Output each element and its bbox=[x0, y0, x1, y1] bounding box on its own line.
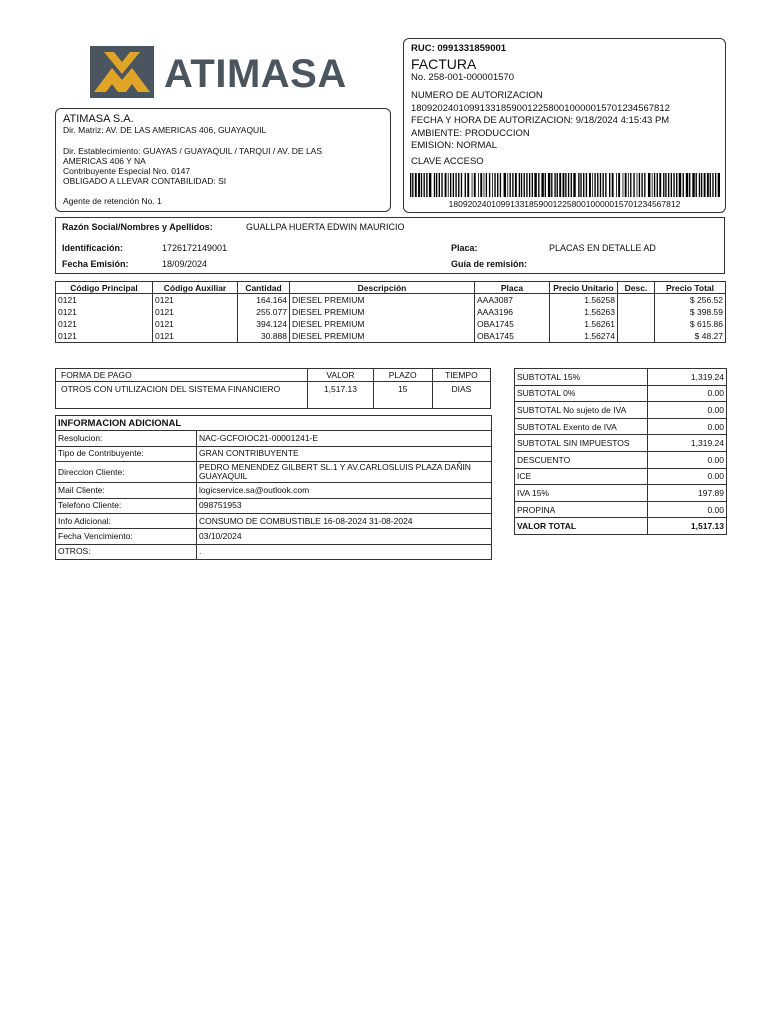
emitter-agente: Agente de retención No. 1 bbox=[63, 196, 162, 206]
auth-datetime: FECHA Y HORA DE AUTORIZACION: 9/18/2024 4:15:43 PM bbox=[411, 115, 670, 126]
auth-number: 1809202401099133185900122580010000015701234567812 bbox=[411, 102, 670, 114]
client-info-box bbox=[55, 217, 725, 274]
col-cantidad: Cantidad bbox=[238, 282, 290, 294]
cell-codigo-auxiliar: 0121 bbox=[153, 294, 238, 307]
cell-descripcion: DIESEL PREMIUM bbox=[290, 330, 475, 343]
cell-codigo-principal: 0121 bbox=[56, 318, 153, 330]
barcode-number: 1809202401099133185900122580010000015701234567812 bbox=[448, 199, 681, 209]
invoice-number: No. 258-001-000001570 bbox=[411, 71, 515, 83]
payment-header-row bbox=[56, 369, 491, 382]
total-row-no-sujeto bbox=[515, 402, 727, 419]
payment-valor: 1,517.13 bbox=[308, 382, 373, 409]
cell-desc bbox=[618, 330, 655, 343]
cell-precio-total: $ 615.86 bbox=[655, 318, 726, 330]
auth-label: NUMERO DE AUTORIZACION bbox=[411, 90, 543, 101]
atimasa-logo-icon bbox=[90, 46, 154, 98]
total-row-sin-impuestos bbox=[515, 435, 727, 452]
cell-descripcion: DIESEL PREMIUM bbox=[290, 306, 475, 318]
cell-placa: OBA1745 bbox=[475, 330, 550, 343]
payment-tiempo: DIAS bbox=[432, 382, 490, 409]
info-label: Info Adicional: bbox=[56, 513, 197, 528]
payment-col-valor: VALOR bbox=[308, 369, 373, 382]
info-label: Fecha Vencimiento: bbox=[56, 529, 197, 544]
fecha-value: 18/09/2024 bbox=[162, 259, 208, 269]
total-row-exento bbox=[515, 418, 727, 435]
cell-codigo-principal: 0121 bbox=[56, 294, 153, 307]
totals-table bbox=[514, 368, 726, 535]
clave-label: CLAVE ACCESO bbox=[411, 155, 484, 167]
cell-desc bbox=[618, 318, 655, 330]
logo-wordmark: ATIMASA bbox=[164, 52, 347, 96]
total-label: DESCUENTO bbox=[515, 451, 648, 468]
info-value: . bbox=[197, 544, 492, 559]
cell-placa: AAA3196 bbox=[475, 306, 550, 318]
info-value: logicservice.sa@outlook.com bbox=[197, 483, 492, 498]
info-row bbox=[56, 483, 492, 498]
total-row-propina bbox=[515, 501, 727, 518]
col-codigo-auxiliar: Código Auxiliar bbox=[153, 282, 238, 294]
emitter-contribuyente: Contribuyente Especial Nro. 0147 bbox=[63, 166, 191, 176]
total-value: 0.00 bbox=[648, 501, 727, 518]
cell-codigo-auxiliar: 0121 bbox=[153, 318, 238, 330]
barcode-icon bbox=[410, 173, 720, 197]
cell-precio-unitario: 1.56261 bbox=[550, 318, 618, 330]
cell-desc bbox=[618, 306, 655, 318]
total-label: SUBTOTAL 0% bbox=[515, 385, 648, 402]
info-row bbox=[56, 431, 492, 446]
emitter-name: ATIMASA S.A. bbox=[63, 113, 134, 125]
cell-cantidad: 30.888 bbox=[238, 330, 290, 343]
additional-info-title: INFORMACION ADICIONAL bbox=[56, 416, 492, 431]
table-row bbox=[56, 318, 726, 330]
emitter-dir-estab-2: AMERICAS 406 Y NA bbox=[63, 156, 146, 166]
cell-precio-total: $ 256.52 bbox=[655, 294, 726, 307]
cell-precio-total: $ 48.27 bbox=[655, 330, 726, 343]
additional-info-header bbox=[56, 416, 492, 431]
info-row bbox=[56, 544, 492, 559]
total-value: 0.00 bbox=[648, 418, 727, 435]
total-label: SUBTOTAL 15% bbox=[515, 369, 648, 386]
total-label: SUBTOTAL Exento de IVA bbox=[515, 418, 648, 435]
total-label: SUBTOTAL No sujeto de IVA bbox=[515, 402, 648, 419]
info-value: 03/10/2024 bbox=[197, 529, 492, 544]
ambiente: AMBIENTE: PRODUCCION bbox=[411, 127, 530, 139]
cell-descripcion: DIESEL PREMIUM bbox=[290, 294, 475, 307]
payment-table bbox=[55, 368, 491, 409]
total-value: 1,517.13 bbox=[648, 518, 727, 535]
placa-value: PLACAS EN DETALLE AD bbox=[549, 243, 656, 253]
info-row bbox=[56, 529, 492, 544]
company-logo bbox=[86, 42, 356, 104]
total-row-ice bbox=[515, 468, 727, 485]
cell-cantidad: 255.077 bbox=[238, 306, 290, 318]
info-label: Telefono Cliente: bbox=[56, 498, 197, 513]
placa-label: Placa: bbox=[451, 243, 478, 253]
cell-codigo-principal: 0121 bbox=[56, 330, 153, 343]
ruc: RUC: 0991331859001 bbox=[411, 43, 507, 54]
total-label: ICE bbox=[515, 468, 648, 485]
info-label: Resolucion: bbox=[56, 431, 197, 446]
invoice-header-box bbox=[403, 38, 726, 213]
fecha-label: Fecha Emisión: bbox=[62, 259, 129, 269]
total-value: 1,319.24 bbox=[648, 435, 727, 452]
total-label: VALOR TOTAL bbox=[515, 518, 648, 535]
emitter-dir-estab-1: Dir. Establecimiento: GUAYAS / GUAYAQUIL / TARQUI / AV. DE LAS bbox=[63, 146, 323, 156]
info-value: NAC-GCFOIOC21-00001241-E bbox=[197, 431, 492, 446]
info-row bbox=[56, 446, 492, 461]
guia-label: Guía de remisión: bbox=[451, 259, 528, 269]
info-label: Direccion Cliente: bbox=[56, 462, 197, 483]
payment-col-forma: FORMA DE PAGO bbox=[56, 369, 308, 382]
cell-placa: OBA1745 bbox=[475, 318, 550, 330]
info-row bbox=[56, 462, 492, 483]
items-table bbox=[55, 281, 725, 343]
col-placa: Placa bbox=[475, 282, 550, 294]
payment-forma: OTROS CON UTILIZACION DEL SISTEMA FINANCIERO bbox=[56, 382, 308, 409]
total-value: 0.00 bbox=[648, 402, 727, 419]
cell-cantidad: 164.164 bbox=[238, 294, 290, 307]
total-label: SUBTOTAL SIN IMPUESTOS bbox=[515, 435, 648, 452]
items-header-row bbox=[56, 282, 726, 294]
document-type: FACTURA bbox=[411, 55, 477, 72]
total-value: 0.00 bbox=[648, 451, 727, 468]
total-value: 0.00 bbox=[648, 468, 727, 485]
emision: EMISION: NORMAL bbox=[411, 140, 498, 151]
razon-value: GUALLPA HUERTA EDWIN MAURICIO bbox=[246, 222, 405, 232]
id-label: Identificación: bbox=[62, 243, 124, 253]
razon-label: Razón Social/Nombres y Apellidos: bbox=[62, 222, 213, 232]
payment-col-tiempo: TIEMPO bbox=[432, 369, 490, 382]
info-label: Mail Cliente: bbox=[56, 483, 197, 498]
cell-precio-total: $ 398.59 bbox=[655, 306, 726, 318]
info-value: CONSUMO DE COMBUSTIBLE 16-08-2024 31-08-2024 bbox=[197, 513, 492, 528]
info-value: 098751953 bbox=[197, 498, 492, 513]
info-row bbox=[56, 498, 492, 513]
id-value: 1726172149001 bbox=[162, 243, 228, 253]
col-codigo-principal: Código Principal bbox=[56, 282, 153, 294]
additional-info-table bbox=[55, 415, 491, 560]
payment-row bbox=[56, 382, 491, 409]
cell-placa: AAA3087 bbox=[475, 294, 550, 307]
cell-precio-unitario: 1.56258 bbox=[550, 294, 618, 307]
col-desc: Desc. bbox=[618, 282, 655, 294]
total-label: IVA 15% bbox=[515, 485, 648, 502]
info-row bbox=[56, 513, 492, 528]
info-value: PEDRO MENENDEZ GILBERT SL.1 Y AV.CARLOSLUIS PLAZA DAÑIN GUAYAQUIL bbox=[197, 462, 492, 483]
payment-col-plazo: PLAZO bbox=[373, 369, 432, 382]
total-row-subtotal-0 bbox=[515, 385, 727, 402]
cell-codigo-principal: 0121 bbox=[56, 306, 153, 318]
total-row-subtotal-15 bbox=[515, 369, 727, 386]
table-row bbox=[56, 306, 726, 318]
payment-plazo: 15 bbox=[373, 382, 432, 409]
cell-cantidad: 394.124 bbox=[238, 318, 290, 330]
cell-precio-unitario: 1.56274 bbox=[550, 330, 618, 343]
cell-precio-unitario: 1.56263 bbox=[550, 306, 618, 318]
info-value: GRAN CONTRIBUYENTE bbox=[197, 446, 492, 461]
cell-codigo-auxiliar: 0121 bbox=[153, 306, 238, 318]
cell-descripcion: DIESEL PREMIUM bbox=[290, 318, 475, 330]
emitter-info-box bbox=[55, 108, 391, 212]
total-row-descuento bbox=[515, 451, 727, 468]
emitter-dir-matriz: Dir. Matriz: AV. DE LAS AMERICAS 406, GUAYAQUIL bbox=[63, 125, 267, 135]
col-precio-total: Precio Total bbox=[655, 282, 726, 294]
total-row-valor-total bbox=[515, 518, 727, 535]
cell-codigo-auxiliar: 0121 bbox=[153, 330, 238, 343]
table-row bbox=[56, 294, 726, 307]
col-descripcion: Descripción bbox=[290, 282, 475, 294]
total-value: 0.00 bbox=[648, 385, 727, 402]
cell-desc bbox=[618, 294, 655, 307]
info-label: OTROS: bbox=[56, 544, 197, 559]
total-value: 1,319.24 bbox=[648, 369, 727, 386]
total-label: PROPINA bbox=[515, 501, 648, 518]
table-row bbox=[56, 330, 726, 343]
info-label: Tipo de Contribuyente: bbox=[56, 446, 197, 461]
emitter-obligado: OBLIGADO A LLEVAR CONTABILIDAD: SI bbox=[63, 176, 227, 186]
total-value: 197.89 bbox=[648, 485, 727, 502]
col-precio-unitario: Precio Unitario bbox=[550, 282, 618, 294]
total-row-iva bbox=[515, 485, 727, 502]
